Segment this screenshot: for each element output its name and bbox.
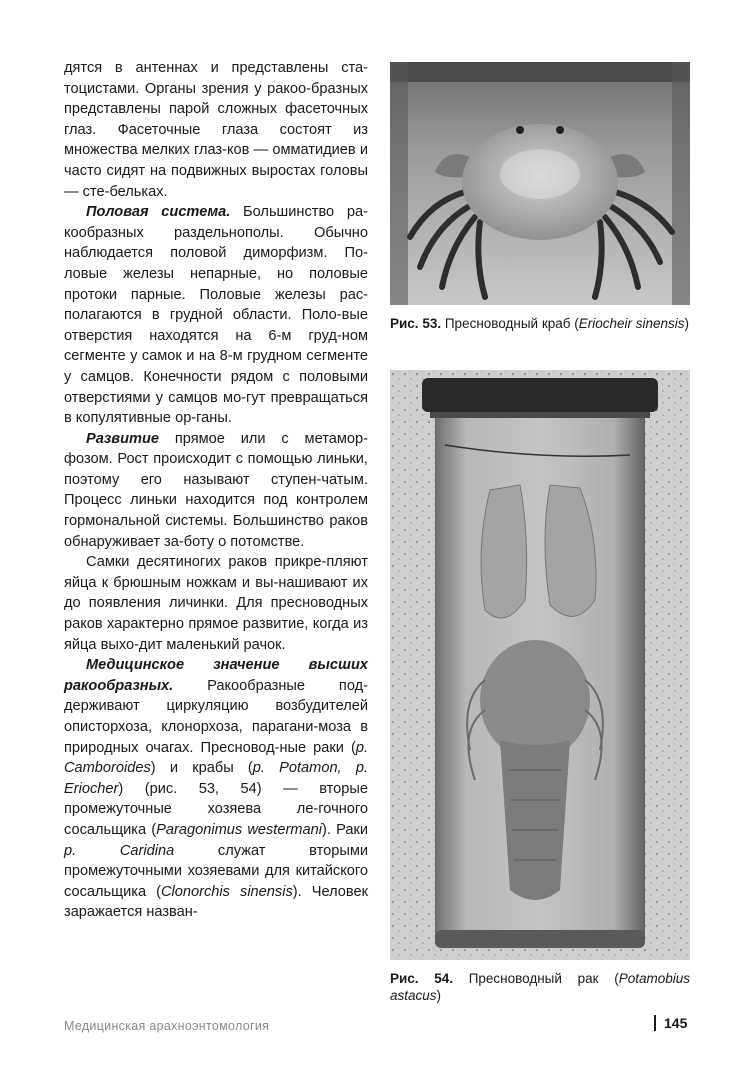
heading-sexual-system: Половая система. xyxy=(86,204,231,221)
medical-text-3: ) (рис. 53, 54) — вторые промежуточные хозяева ле-гочного сосальщика ( xyxy=(64,780,368,838)
paragraph-medical xyxy=(64,655,368,923)
figure-54-caption xyxy=(390,970,690,1004)
paragraph-females: Самки десятиногих раков прикре-пляют яйца к брюшным ножкам и вы-нашивают их до появления личинки. Для пресноводных раков характерно прямое развитие, когда из яйца выхо-дит маленький рачок. xyxy=(64,554,368,653)
figure-53 xyxy=(390,62,690,332)
medical-text-5: служат вторыми промежуточными хозяевами для китайского сосальщика ( xyxy=(64,842,369,900)
figure-54-end: ) xyxy=(436,988,442,1003)
figure-54 xyxy=(390,370,690,1004)
latin-camboroides: p. Camboroides xyxy=(64,739,368,777)
page-number xyxy=(654,1015,687,1031)
page-number-value: 145 xyxy=(664,1015,688,1031)
paragraph-development xyxy=(64,429,368,553)
figure-54-label: Рис. 54. xyxy=(390,971,454,986)
medical-text-6: ). Человек заражается назван- xyxy=(64,883,368,921)
page-number-divider xyxy=(654,1015,656,1031)
main-text-column xyxy=(64,58,368,923)
figure-53-caption xyxy=(390,315,690,332)
latin-paragonimus: Paragonimus westermani xyxy=(156,821,322,838)
latin-potamon: p. Potamon, p. Eriocher xyxy=(64,760,368,797)
medical-text-2: ) и крабы ( xyxy=(150,760,253,777)
paragraph-vision: дятся в антеннах и представлены ста-тоцистами. Органы зрения у ракоо-бразных представлены парой сложных фасеточных глаз. Фасеточные глаза состоят из множества мелких глаз-ков — омматидиев и часто сидят на подвижных выростах головы — сте-бельках. xyxy=(64,60,368,200)
latin-clonorchis: Clonorchis sinensis xyxy=(161,883,293,900)
medical-text-1: Ракообразные под-держивают циркуляцию возбудителей описторхоза, клонорхоза, парагани-моза в природных очагах. Пресновод-ные раки ( xyxy=(64,677,368,756)
crayfish-jar-photo xyxy=(390,370,690,960)
figure-54-text: Пресноводный рак ( xyxy=(453,971,619,986)
figure-53-text: Пресноводный краб ( xyxy=(441,316,579,331)
crab-photo xyxy=(390,62,690,305)
paragraph-sexual-system xyxy=(64,202,368,429)
figure-53-latin: Eriocheir sinensis xyxy=(578,316,685,331)
sexual-system-text: Большинство ра-кообразных раздельнополы. Обычно наблюдается половой диморфизм. По-ловые железы непарные, но половые протоки парные. Половые железы рас-полагаются в грудной области. Поло-вые отверстия находятся на 6-м груд-ном сегменте у самок и на 8-м грудном сегменте у самцов. Конечности рядом с половыми отверстиями у самцов мо-гут превращаться в копулятивные ор-ганы. xyxy=(64,204,368,427)
figure-53-label: Рис. 53. xyxy=(390,316,442,331)
latin-caridina: p. Caridina xyxy=(64,842,175,859)
figure-53-end: ) xyxy=(684,316,690,331)
heading-medical: Медицинское значение высших ракообразных. xyxy=(64,657,368,694)
heading-development: Развитие xyxy=(86,430,160,447)
development-text: прямое или с метамор-фозом. Рост происходит с помощью линьки, поэтому его называют ступен-чатым. Процесс линьки находится под контролем гормональной системы. Большинство раков обнаруживает за-боту о потомстве. xyxy=(64,430,368,550)
running-footer-title: Медицинская арахноэнтомология xyxy=(64,1019,270,1033)
figure-54-latin: Potamobius astacus xyxy=(390,971,690,1003)
medical-text-4: ). Раки xyxy=(321,821,368,838)
